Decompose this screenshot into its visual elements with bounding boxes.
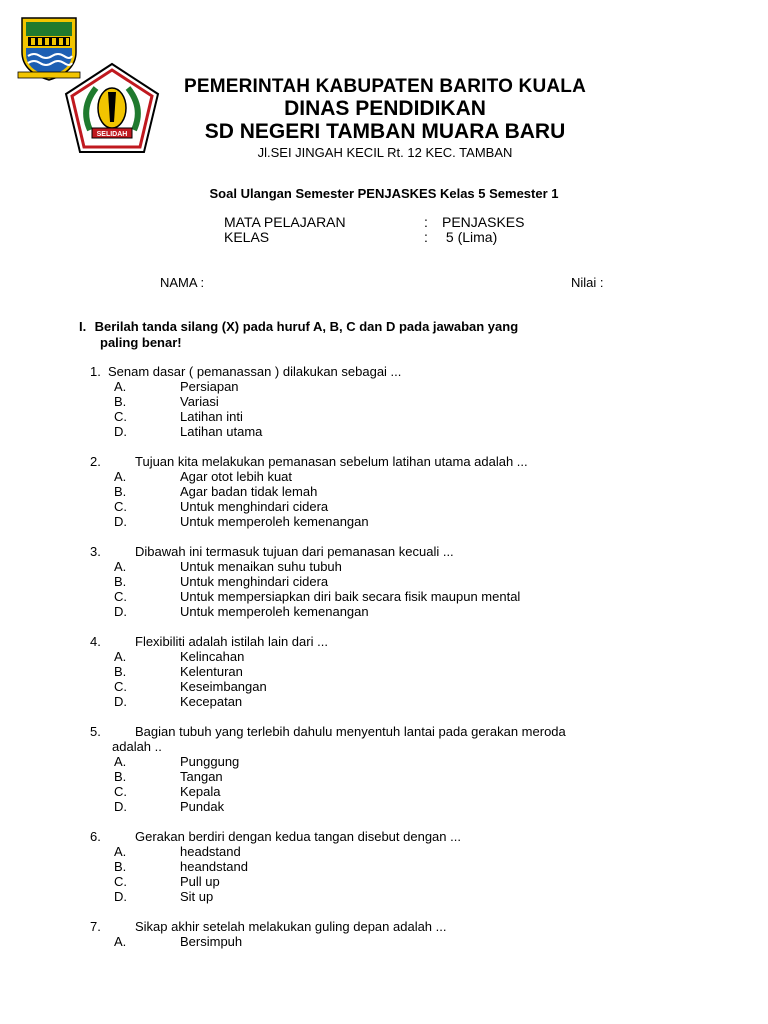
option-letter: B. [114, 859, 127, 874]
option-text: Kecepatan [180, 694, 243, 709]
question-list [90, 364, 690, 964]
option-letter: D. [114, 514, 127, 529]
option-text: Kelenturan [180, 664, 243, 679]
option-letter: A. [114, 844, 127, 859]
government-name: PEMERINTAH KABUPATEN BARITO KUALA [183, 76, 587, 97]
question-text: Bagian tubuh yang terlebih dahulu menyentuh lantai pada gerakan meroda [135, 724, 566, 739]
answer-option [90, 469, 690, 484]
option-text: Untuk memperoleh kemenangan [180, 514, 369, 529]
answer-option [90, 589, 690, 604]
question-line [90, 634, 690, 649]
question-item [90, 454, 690, 529]
answer-option [90, 424, 690, 439]
option-text: Persiapan [180, 379, 239, 394]
option-text: headstand [180, 844, 241, 859]
meta-key: MATA PELAJARAN [224, 214, 346, 230]
answer-option [90, 679, 690, 694]
answer-option [90, 514, 690, 529]
option-text: Tangan [180, 769, 223, 784]
option-letter: D. [114, 424, 127, 439]
option-text: Kelincahan [180, 649, 245, 664]
option-text: Latihan inti [180, 409, 243, 424]
option-text: Variasi [180, 394, 219, 409]
answer-option [90, 559, 690, 574]
meta-row-class [224, 230, 524, 245]
question-item [90, 919, 690, 949]
department-name: DINAS PENDIDIKAN [284, 97, 486, 120]
exam-title: Soal Ulangan Semester PENJASKES Kelas 5 Semester 1 [209, 186, 559, 201]
question-text: Dibawah ini termasuk tujuan dari pemanasan kecuali ... [135, 544, 454, 559]
option-letter: D. [114, 889, 127, 904]
letterhead [150, 76, 620, 161]
option-letter: A. [114, 469, 127, 484]
option-letter: B. [114, 394, 127, 409]
question-number: 4. [90, 634, 101, 649]
option-text: Untuk menghindari cidera [180, 499, 329, 514]
option-letter: D. [114, 799, 127, 814]
option-letter: B. [114, 769, 127, 784]
option-letter: C. [114, 874, 127, 889]
option-letter: C. [114, 589, 127, 604]
option-letter: B. [114, 664, 127, 679]
option-letter: B. [114, 574, 127, 589]
answer-option [90, 394, 690, 409]
option-text: Agar badan tidak lemah [180, 484, 318, 499]
question-line [90, 364, 690, 379]
option-text: Sit up [180, 889, 214, 904]
question-line [90, 829, 690, 844]
answer-option [90, 379, 690, 394]
option-text: Untuk menghindari cidera [180, 574, 329, 589]
exam-meta [224, 215, 524, 245]
meta-value: PENJASKES [442, 214, 525, 230]
option-letter: D. [114, 604, 127, 619]
question-text: Sikap akhir setelah melakukan guling depan adalah ... [135, 919, 447, 934]
answer-option [90, 889, 690, 904]
option-text: Untuk mempersiapkan diri baik secara fisik maupun mental [180, 589, 521, 604]
answer-option [90, 844, 690, 859]
option-letter: C. [114, 409, 127, 424]
option-text: Punggung [180, 754, 240, 769]
question-number: 1. [90, 364, 101, 379]
answer-option [90, 769, 690, 784]
answer-option [90, 799, 690, 814]
option-letter: A. [114, 934, 127, 949]
question-text: Flexibiliti adalah istilah lain dari ... [135, 634, 328, 649]
option-letter: D. [114, 694, 127, 709]
question-number: 7. [90, 919, 101, 934]
question-number: 5. [90, 724, 101, 739]
meta-row-subject [224, 215, 524, 230]
option-text: Kepala [180, 784, 221, 799]
answer-option [90, 694, 690, 709]
answer-option [90, 664, 690, 679]
question-line [90, 454, 690, 469]
instruction-line-1: Berilah tanda silang (X) pada huruf A, B, C dan D pada jawaban yang [94, 319, 519, 334]
option-letter: C. [114, 784, 127, 799]
school-emblem-icon [62, 60, 162, 160]
option-letter: A. [114, 379, 127, 394]
section-number: I. [79, 319, 87, 334]
answer-option [90, 784, 690, 799]
meta-colon: : [424, 229, 428, 245]
meta-colon: : [424, 214, 428, 230]
question-text: Tujuan kita melakukan pemanasan sebelum latihan utama adalah ... [135, 454, 528, 469]
question-number: 3. [90, 544, 101, 559]
option-text: Untuk memperoleh kemenangan [180, 604, 369, 619]
question-line [90, 724, 690, 739]
option-text: Pull up [180, 874, 220, 889]
emblem-label: SELIDAH [96, 131, 128, 138]
option-letter: C. [114, 679, 127, 694]
option-text: Pundak [180, 799, 225, 814]
question-text: Senam dasar ( pemanassan ) dilakukan sebagai ... [108, 364, 402, 379]
school-name: SD NEGERI TAMBAN MUARA BARU [204, 120, 566, 143]
answer-option [90, 499, 690, 514]
answer-option [90, 754, 690, 769]
option-letter: A. [114, 649, 127, 664]
answer-option [90, 874, 690, 889]
option-letter: A. [114, 754, 127, 769]
school-address: Jl.SEI JINGAH KECIL Rt. 12 KEC. TAMBAN [257, 145, 513, 160]
answer-option [90, 859, 690, 874]
option-text: Keseimbangan [180, 679, 267, 694]
option-text: Bersimpuh [180, 934, 243, 949]
answer-option [90, 484, 690, 499]
question-item [90, 724, 690, 814]
question-item [90, 634, 690, 709]
question-item [90, 829, 690, 904]
answer-option [90, 649, 690, 664]
answer-option [90, 574, 690, 589]
question-item [90, 364, 690, 439]
option-text: Agar otot lebih kuat [180, 469, 293, 484]
score-label: Nilai : [571, 275, 604, 290]
option-text: Untuk menaikan suhu tubuh [180, 559, 342, 574]
question-number: 6. [90, 829, 101, 844]
question-item [90, 544, 690, 619]
answer-option [90, 934, 690, 949]
option-letter: B. [114, 484, 127, 499]
meta-value: 5 (Lima) [442, 229, 498, 245]
option-letter: A. [114, 559, 127, 574]
question-number: 2. [90, 454, 101, 469]
question-line [90, 544, 690, 559]
question-line [90, 919, 690, 934]
question-text: Gerakan berdiri dengan kedua tangan disebut dengan ... [135, 829, 461, 844]
option-letter: C. [114, 499, 127, 514]
name-label: NAMA : [160, 275, 205, 290]
meta-key: KELAS [224, 229, 270, 245]
instruction [79, 319, 619, 351]
question-text-continued: adalah .. [112, 739, 162, 754]
option-text: Latihan utama [180, 424, 263, 439]
answer-option [90, 604, 690, 619]
instruction-line-2: paling benar! [100, 335, 182, 350]
answer-option [90, 409, 690, 424]
option-text: heandstand [180, 859, 248, 874]
